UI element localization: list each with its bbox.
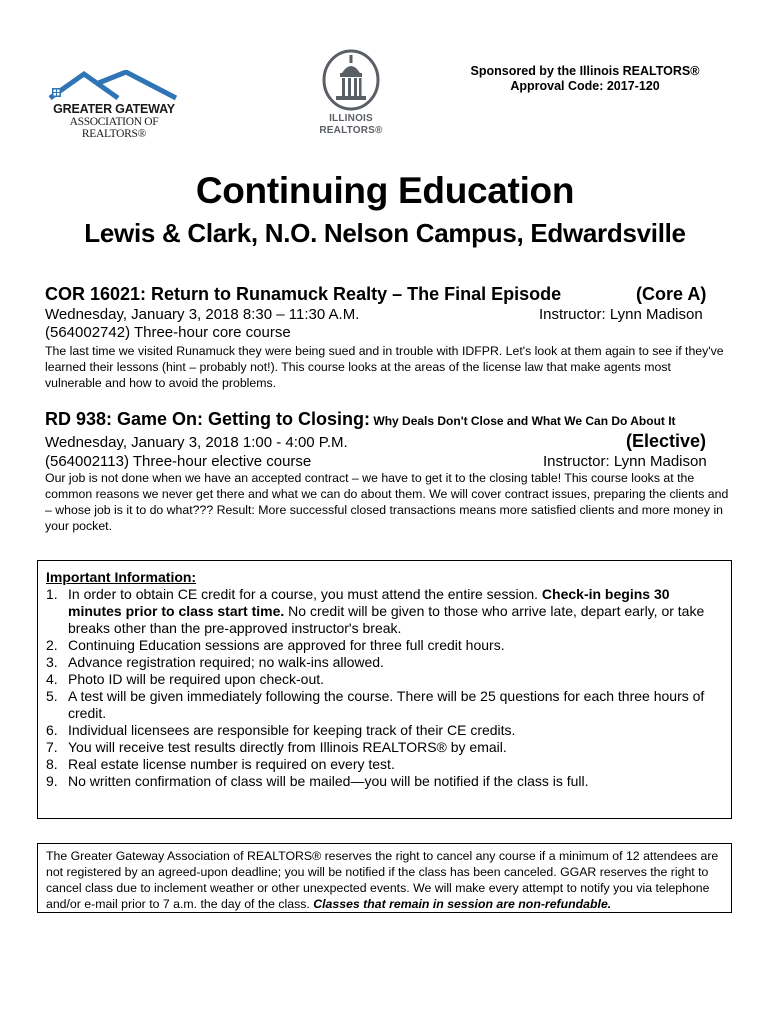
course-title: RD 938: Game On: Getting to Closing: (45, 409, 371, 429)
course-title-row (45, 409, 676, 430)
course-tag: (Elective) (626, 431, 707, 451)
list-text: You will receive test results directly from Illinois REALTORS® by email. (68, 739, 507, 755)
list-item (46, 756, 726, 773)
list-item (46, 688, 726, 722)
cancellation-notice-box (37, 843, 732, 913)
course-description: Our job is not done when we have an accepted contract – we have to get it to the closing table! This course looks at the common reasons we never get there and what we can do about them. We will cover contract issues, preparing the clients and – whose job is it to do what??? Result: More successful closed transactions means more satisfied clients and more money in your pocket. (45, 471, 729, 533)
ggar-logo-line2: ASSOCIATION OF REALTORS® (69, 116, 159, 140)
ggar-logo (44, 70, 182, 138)
list-number: 7. (46, 739, 58, 755)
list-number: 1. (46, 586, 58, 602)
course-schedule: Wednesday, January 3, 2018 8:30 – 11:30 A.M. (45, 306, 360, 323)
list-text: Photo ID will be required upon check-out. (68, 671, 325, 687)
list-number: 3. (46, 654, 58, 670)
list-item (46, 654, 726, 671)
important-info-box (37, 560, 732, 819)
list-text-bold: Check-in begins 30 minutes prior to class start time. (68, 586, 670, 619)
list-number: 8. (46, 756, 58, 772)
sponsor-line: Sponsored by the Illinois REALTORS® (470, 64, 700, 78)
course-tag: (Core A) (636, 284, 707, 304)
ggar-logo-line1: GREATER GATEWAY (53, 102, 175, 116)
course-instructor: Instructor: Lynn Madison (543, 453, 707, 470)
list-item (46, 586, 726, 637)
page-subtitle: Lewis & Clark, N.O. Nelson Campus, Edwardsville (84, 218, 686, 248)
course-instructor: Instructor: Lynn Madison (539, 306, 703, 323)
notice-text: The Greater Gateway Association of REALTORS® reserves the right to cancel any course if a minimum of 12 attendees are not registered by an agreed-upon deadline; you will be notified if the class has been canceled. GGAR reserves the right to cancel class due to inclement weather or other unexpected events. We will make every attempt to notify you via telephone and/or e-mail prior to 7 a.m. the day of the class. (46, 849, 719, 911)
list-number: 6. (46, 722, 58, 738)
list-text: Continuing Education sessions are approved for three full credit hours. (68, 637, 505, 653)
info-list (46, 586, 726, 790)
ir-logo-line2: REALTORS® (319, 125, 383, 136)
course-title-suffix: Why Deals Don't Close and What We Can Do About It (370, 414, 676, 428)
course-code: (564002113) Three-hour elective course (45, 453, 312, 470)
list-item (46, 739, 726, 756)
sponsor-block (400, 64, 770, 94)
list-text: In order to obtain CE credit for a course, you must attend the entire session. (68, 586, 542, 602)
list-item (46, 671, 726, 688)
approval-code: Approval Code: 2017-120 (510, 79, 660, 93)
list-item (46, 773, 726, 790)
page-title: Continuing Education (195, 170, 575, 211)
capitol-dome-icon (318, 49, 384, 111)
list-item (46, 722, 726, 739)
list-text: Individual licensees are responsible for keeping track of their CE credits. (68, 722, 516, 738)
ir-logo-line1: ILLINOIS (329, 113, 373, 124)
house-roof-icon (44, 70, 182, 104)
course-title: COR 16021: Return to Runamuck Realty – The Final Episode (45, 284, 562, 304)
illinois-realtors-logo (318, 49, 384, 149)
info-heading: Important Information: (46, 569, 197, 585)
list-number: 4. (46, 671, 58, 687)
list-number: 9. (46, 773, 58, 789)
list-text: No credit will be given to those who arrive late, depart early, or take breaks other than the pre-approved instructor's break. (68, 603, 705, 636)
list-number: 5. (46, 688, 58, 704)
notice-emphasis: Classes that remain in session are non-refundable. (313, 897, 612, 911)
list-number: 2. (46, 637, 58, 653)
list-item (46, 637, 726, 654)
list-text: Advance registration required; no walk-ins allowed. (68, 654, 384, 670)
course-schedule: Wednesday, January 3, 2018 1:00 - 4:00 P.M. (45, 434, 348, 451)
list-text: A test will be given immediately following the course. There will be 25 questions for each three hours of credit. (68, 688, 705, 721)
course-code: (564002742) Three-hour core course (45, 324, 291, 341)
list-text: Real estate license number is required on every test. (68, 756, 395, 772)
course-description: The last time we visited Runamuck they were being sued and in trouble with IDFPR. Let's look at them again to see if they've learned their lessons (hint – probably not!). This course looks at the areas of the license law that make agents most vulnerable and how to avoid the problems. (45, 344, 724, 390)
list-text: No written confirmation of class will be mailed—you will be notified if the class is full. (68, 773, 589, 789)
